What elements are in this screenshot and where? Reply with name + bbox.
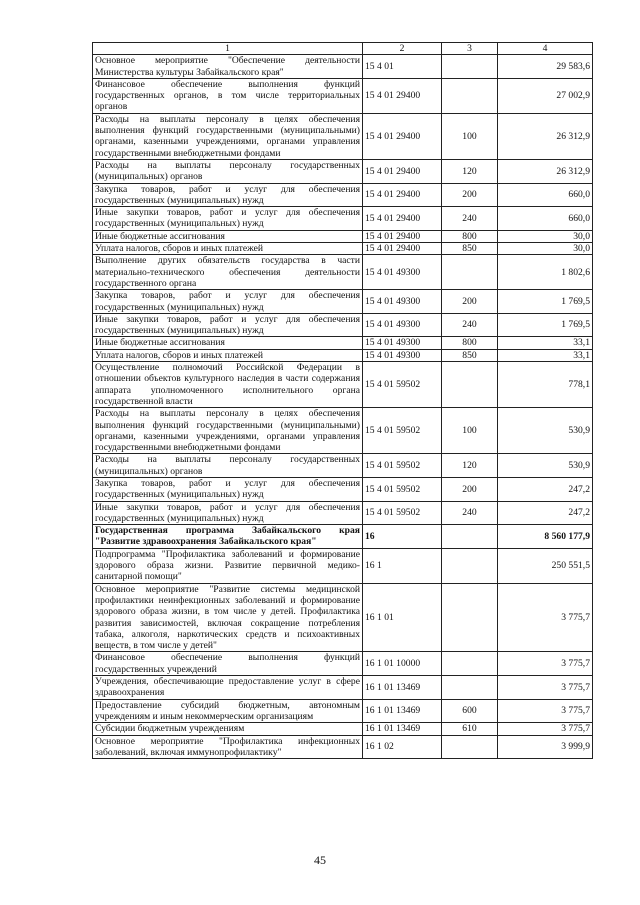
row-code-cell: 16 1 01 13469 [363,699,442,723]
row-amount-cell: 247,2 [498,477,593,501]
header-col-4: 4 [498,43,593,55]
table-row [93,159,593,183]
table-row [93,78,593,113]
row-code-cell: 16 1 01 13469 [363,676,442,700]
row-code-cell: 15 4 01 59502 [363,408,442,454]
row-expense-type-cell: 120 [442,454,498,478]
row-amount-cell: 26 312,9 [498,159,593,183]
row-name-cell: Финансовое обеспечение выполнения функций государственных учреждений [93,652,363,676]
row-amount-cell: 530,9 [498,454,593,478]
table-row [93,454,593,478]
row-expense-type-cell: 800 [442,230,498,242]
row-amount-cell: 33,1 [498,349,593,361]
header-col-1: 1 [93,43,363,55]
row-amount-cell: 30,0 [498,243,593,255]
table-row [93,313,593,337]
row-name-cell: Предоставление субсидий бюджетным, автономным учреждениям и иным некоммерческим организациям [93,699,363,723]
row-amount-cell: 29 583,6 [498,55,593,79]
row-expense-type-cell [442,78,498,113]
row-amount-cell: 30,0 [498,230,593,242]
row-name-cell: Расходы на выплаты персоналу государственных (муниципальных) органов [93,454,363,478]
table-row [93,230,593,242]
row-name-cell: Уплата налогов, сборов и иных платежей [93,243,363,255]
table-row [93,113,593,159]
row-code-cell: 15 4 01 29400 [363,243,442,255]
row-name-cell: Уплата налогов, сборов и иных платежей [93,349,363,361]
row-code-cell: 15 4 01 49300 [363,349,442,361]
row-amount-cell: 1 769,5 [498,313,593,337]
row-expense-type-cell [442,676,498,700]
row-expense-type-cell [442,55,498,79]
row-amount-cell: 660,0 [498,183,593,207]
row-name-cell: Иные закупки товаров, работ и услуг для обеспечения государственных (муниципальных) нужд [93,313,363,337]
table-row [93,676,593,700]
row-name-cell: Государственная программа Забайкальского края "Развитие здравоохранения Забайкальского края" [93,525,363,549]
row-amount-cell: 33,1 [498,337,593,349]
row-expense-type-cell [442,583,498,652]
row-name-cell: Учреждения, обеспечивающие предоставление услуг в сфере здравоохранения [93,676,363,700]
row-name-cell: Выполнение других обязательств государства в части материально-технического обеспечения деятельности государственного органа [93,255,363,290]
row-name-cell: Субсидии бюджетным учреждениям [93,723,363,735]
row-code-cell: 16 [363,525,442,549]
table-row [93,290,593,314]
table-row [93,548,593,583]
row-code-cell: 16 1 [363,548,442,583]
row-expense-type-cell: 100 [442,408,498,454]
row-expense-type-cell [442,652,498,676]
table-row [93,723,593,735]
row-amount-cell: 1 769,5 [498,290,593,314]
row-amount-cell: 3 775,7 [498,723,593,735]
row-code-cell: 15 4 01 59502 [363,501,442,525]
row-amount-cell: 3 999,9 [498,735,593,759]
row-code-cell: 15 4 01 49300 [363,337,442,349]
header-col-3: 3 [442,43,498,55]
header-col-2: 2 [363,43,442,55]
row-expense-type-cell [442,362,498,408]
row-name-cell: Подпрограмма "Профилактика заболеваний и формирование здорового образа жизни. Развитие первичной медико-санитарной помощи" [93,548,363,583]
row-expense-type-cell: 200 [442,290,498,314]
table-row [93,337,593,349]
table-row [93,501,593,525]
table-row [93,699,593,723]
row-amount-cell: 3 775,7 [498,676,593,700]
row-code-cell: 15 4 01 59502 [363,362,442,408]
table-row [93,362,593,408]
table-row [93,255,593,290]
table-row [93,477,593,501]
row-name-cell: Основное мероприятие "Профилактика инфекционных заболеваний, включая иммунопрофилактику" [93,735,363,759]
row-name-cell: Иные закупки товаров, работ и услуг для обеспечения государственных (муниципальных) нужд [93,501,363,525]
row-name-cell: Расходы на выплаты персоналу в целях обеспечения выполнения функций государственными (муниципальными) органами, казенными учреждениями, органами управления государственными внебюджетными фондами [93,113,363,159]
row-expense-type-cell: 200 [442,477,498,501]
row-expense-type-cell: 120 [442,159,498,183]
row-amount-cell: 1 802,6 [498,255,593,290]
row-code-cell: 15 4 01 29400 [363,230,442,242]
table-row [93,55,593,79]
row-amount-cell: 530,9 [498,408,593,454]
table-row [93,652,593,676]
budget-table [92,42,593,759]
table-row [93,207,593,231]
row-code-cell: 15 4 01 29400 [363,207,442,231]
row-name-cell: Расходы на выплаты персоналу государственных (муниципальных) органов [93,159,363,183]
table-row [93,183,593,207]
table-row [93,349,593,361]
row-code-cell: 15 4 01 29400 [363,78,442,113]
row-code-cell: 15 4 01 59502 [363,477,442,501]
row-expense-type-cell [442,548,498,583]
row-code-cell: 15 4 01 49300 [363,290,442,314]
row-name-cell: Основное мероприятие "Развитие системы медицинской профилактики неинфекционных заболеваний и формирование здорового образа жизни, в том числе у детей. Профилактика развития зависимостей, включая сокращение потребления табака, алкоголя, наркотических средств и психоактивных веществ, в том числе у детей" [93,583,363,652]
row-code-cell: 15 4 01 49300 [363,255,442,290]
row-name-cell: Иные бюджетные ассигнования [93,337,363,349]
row-name-cell: Расходы на выплаты персоналу в целях обеспечения выполнения функций государственными (муниципальными) органами, казенными учреждениями, органами управления государственными внебюджетными фондами [93,408,363,454]
table-row [93,243,593,255]
row-expense-type-cell: 800 [442,337,498,349]
row-code-cell: 15 4 01 49300 [363,313,442,337]
row-expense-type-cell [442,525,498,549]
row-code-cell: 16 1 01 10000 [363,652,442,676]
row-code-cell: 16 1 01 [363,583,442,652]
row-amount-cell: 3 775,7 [498,652,593,676]
row-code-cell: 16 1 02 [363,735,442,759]
row-amount-cell: 660,0 [498,207,593,231]
row-name-cell: Осуществление полномочий Российской Федерации в отношении объектов культурного наследия в части содержания аппарата уполномоченного исполнительного органа государственной власти [93,362,363,408]
row-code-cell: 16 1 01 13469 [363,723,442,735]
row-amount-cell: 8 560 177,9 [498,525,593,549]
row-code-cell: 15 4 01 29400 [363,183,442,207]
row-expense-type-cell: 100 [442,113,498,159]
row-expense-type-cell: 240 [442,313,498,337]
row-expense-type-cell: 850 [442,243,498,255]
row-code-cell: 15 4 01 29400 [363,159,442,183]
row-name-cell: Закупка товаров, работ и услуг для обеспечения государственных (муниципальных) нужд [93,477,363,501]
table-row [93,525,593,549]
row-code-cell: 15 4 01 59502 [363,454,442,478]
row-code-cell: 15 4 01 [363,55,442,79]
row-amount-cell: 3 775,7 [498,699,593,723]
row-expense-type-cell [442,255,498,290]
row-expense-type-cell: 600 [442,699,498,723]
row-name-cell: Финансовое обеспечение выполнения функций государственных органов, в том числе территориальных органов [93,78,363,113]
row-expense-type-cell: 200 [442,183,498,207]
table-row [93,583,593,652]
row-amount-cell: 250 551,5 [498,548,593,583]
row-code-cell: 15 4 01 29400 [363,113,442,159]
row-expense-type-cell: 610 [442,723,498,735]
table-header-row [93,43,593,55]
row-name-cell: Иные закупки товаров, работ и услуг для обеспечения государственных (муниципальных) нужд [93,207,363,231]
row-name-cell: Закупка товаров, работ и услуг для обеспечения государственных (муниципальных) нужд [93,290,363,314]
table-body [93,55,593,759]
row-expense-type-cell: 240 [442,207,498,231]
row-name-cell: Основное мероприятие "Обеспечение деятельности Министерства культуры Забайкальского края" [93,55,363,79]
row-amount-cell: 247,2 [498,501,593,525]
page-number: 45 [314,853,326,867]
row-name-cell: Закупка товаров, работ и услуг для обеспечения государственных (муниципальных) нужд [93,183,363,207]
row-amount-cell: 26 312,9 [498,113,593,159]
row-amount-cell: 778,1 [498,362,593,408]
row-expense-type-cell [442,735,498,759]
row-expense-type-cell: 240 [442,501,498,525]
table-row [93,735,593,759]
row-expense-type-cell: 850 [442,349,498,361]
table-row [93,408,593,454]
row-amount-cell: 3 775,7 [498,583,593,652]
row-amount-cell: 27 002,9 [498,78,593,113]
row-name-cell: Иные бюджетные ассигнования [93,230,363,242]
